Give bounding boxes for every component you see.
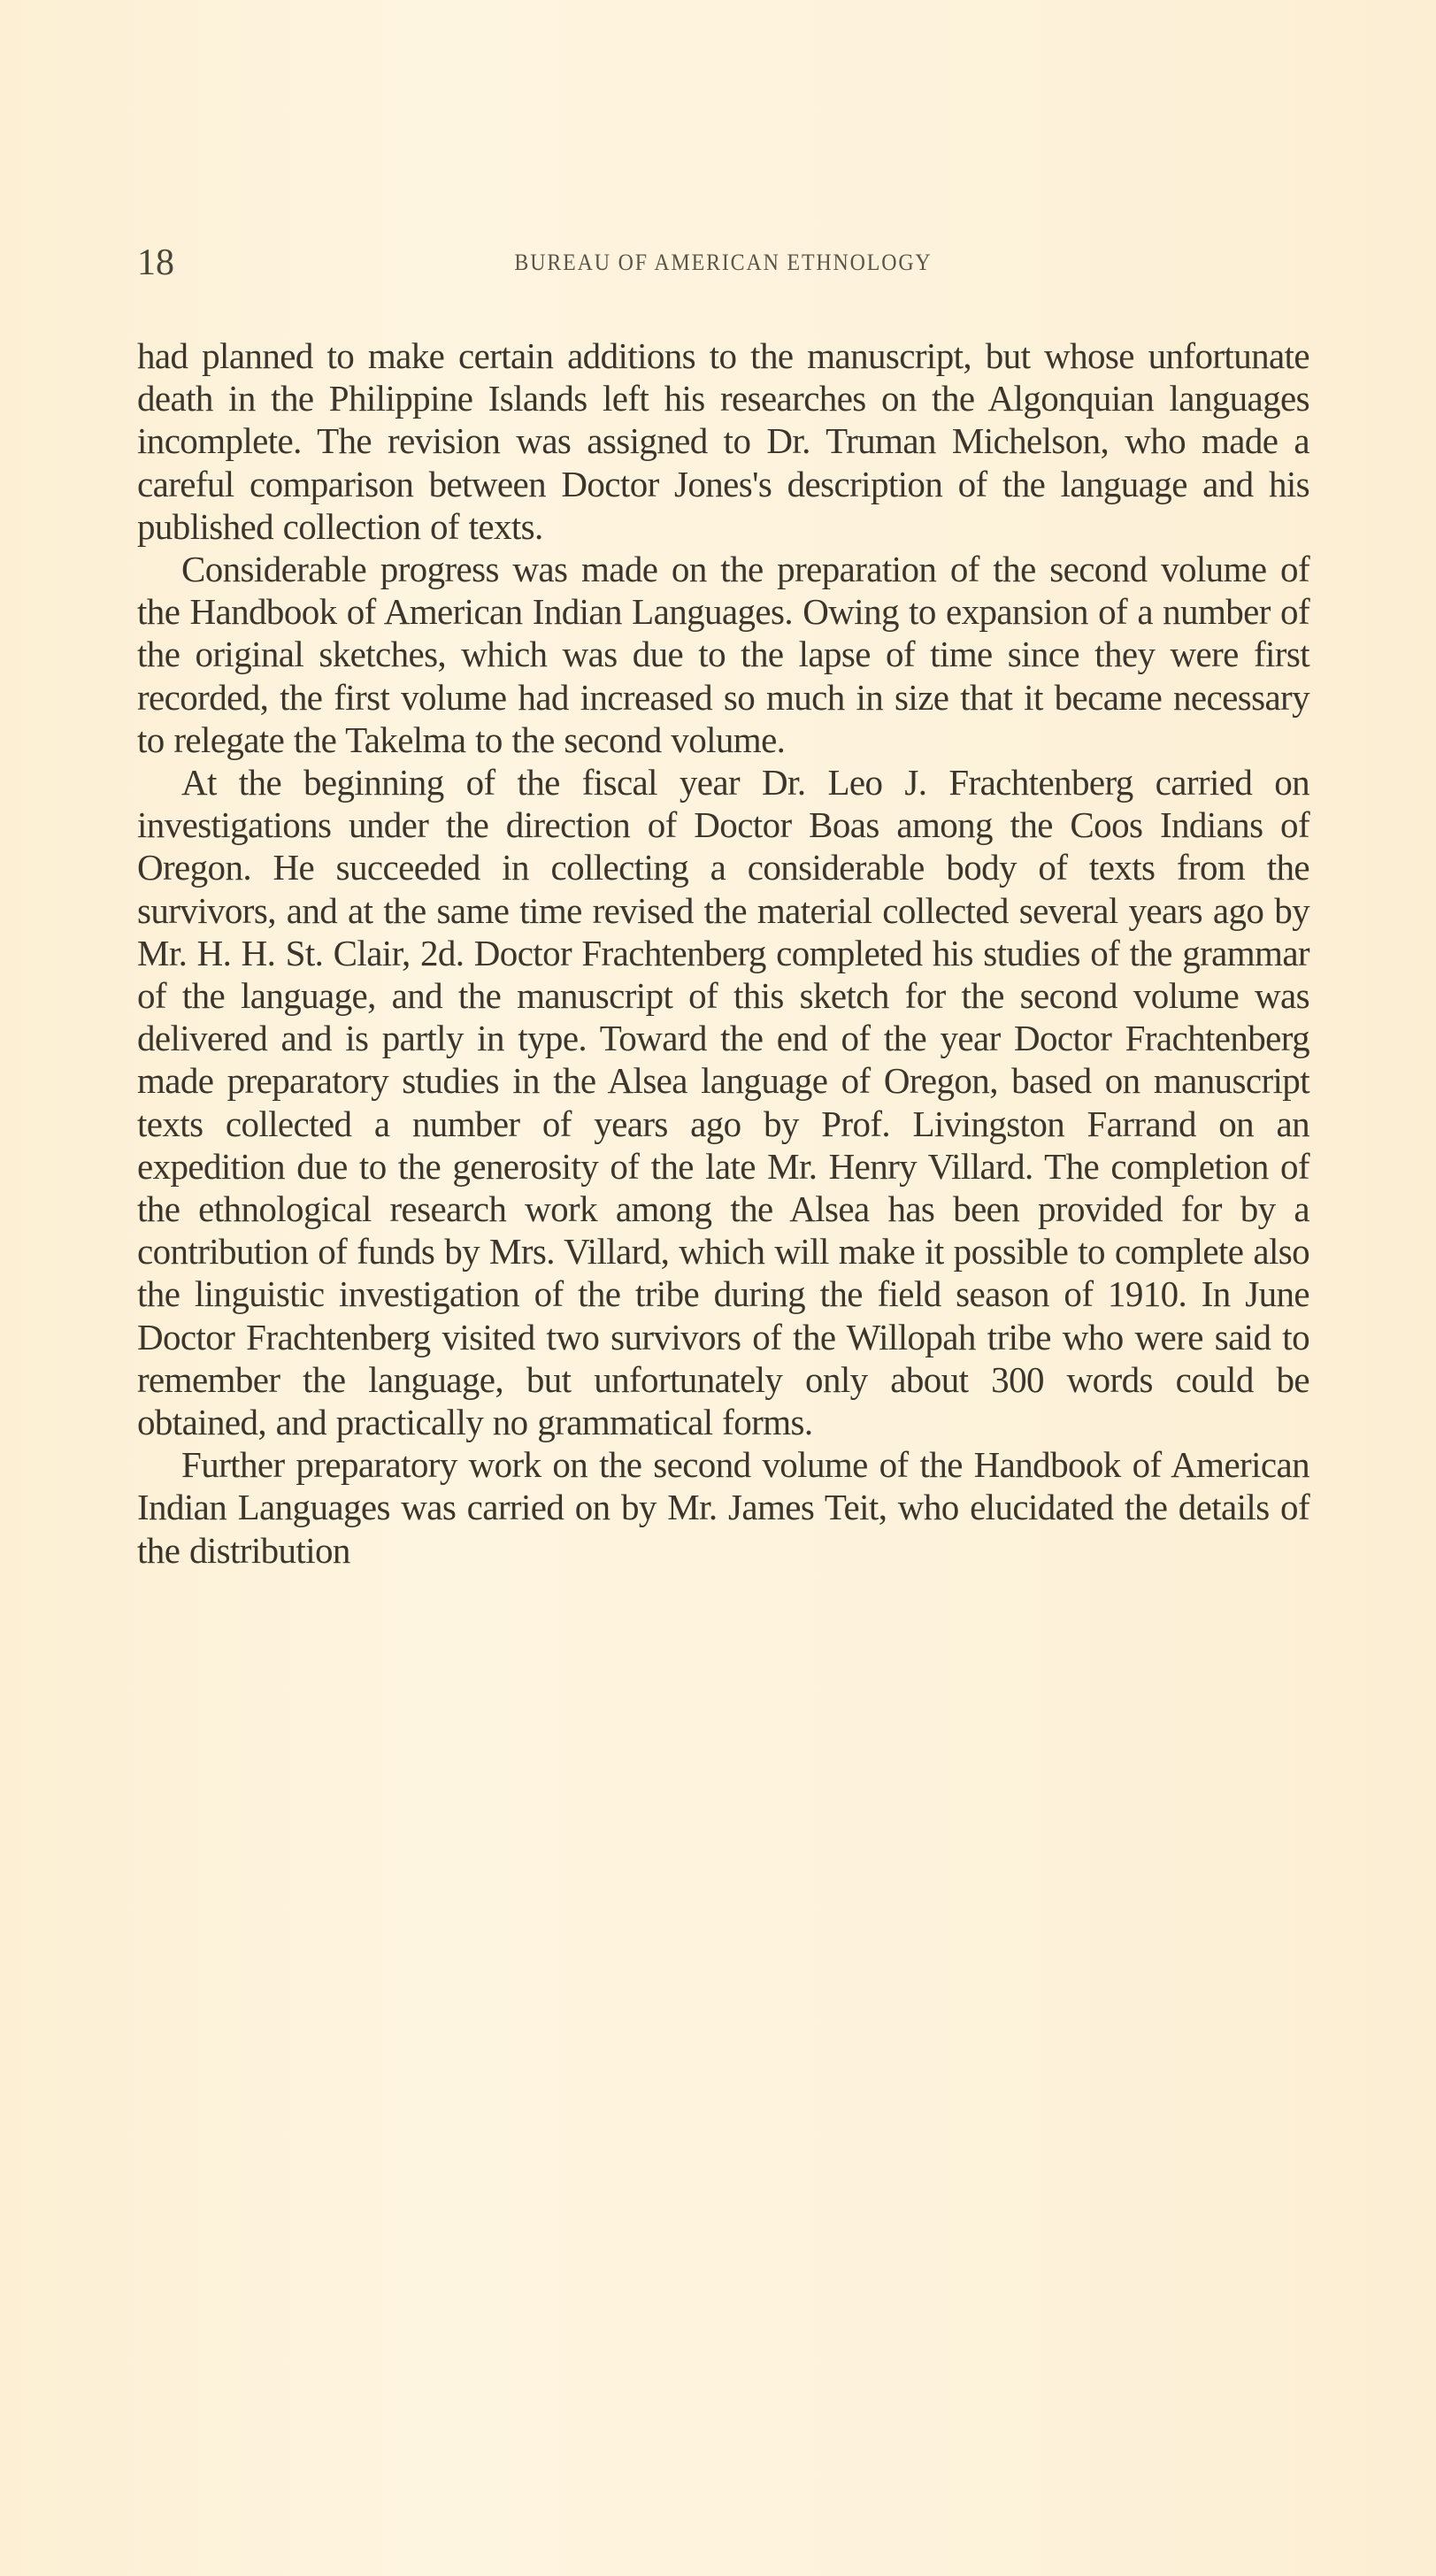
body-text [137,334,1309,1572]
page-number: 18 [137,242,174,283]
running-head: BUREAU OF AMERICAN ETHNOLOGY [514,250,933,275]
paragraph-1: had planned to make certain additions to the manuscript, but whose unfortunate death in the Philippine Islands left his researches on the Algonquian languages incomplete. The revision was assigned to Dr. Truman Michelson, who made a careful comparison between Doctor Jones's description of the language and his published collection of texts. [137,335,1309,547]
paragraph-3: At the beginning of the fiscal year Dr. Leo J. Frachtenberg carried on investigations under the direction of Doctor Boas among the Coos Indians of Oregon. He succeeded in collecting a considerable body of texts from the survivors, and at the same time revised the material collected several years ago by Mr. H. H. St. Clair, 2d. Doctor Frachtenberg completed his studies of the grammar of the language, and the manuscript of this sketch for the second volume was delivered and is partly in type. Toward the end of the year Doctor Frachtenberg made preparatory studies in the Alsea language of Oregon, based on manuscript texts collected a number of years ago by Prof. Livingston Farrand on an expedition due to the generosity of the late Mr. Henry Villard. The completion of the ethnological research work among the Alsea has been provided for by a contribution of funds by Mrs. Villard, which will make it possible to complete also the linguistic investigation of the tribe during the field season of 1910. In June Doctor Frachtenberg visited two survivors of the Willopah tribe who were said to remember the language, but unfortunately only about 300 words could be obtained, and practically no grammatical forms. [137,762,1309,1443]
page-header [137,241,1309,285]
paragraph-4: Further preparatory work on the second volume of the Handbook of American Indian Languages was carried on by Mr. James Teit, who elucidated the details of the distribution [137,1444,1309,1571]
paragraph-2: Considerable progress was made on the preparation of the second volume of the Handbook of American Indian Languages. Owing to expansion of a number of the original sketches, which was due to the lapse of time since they were first recorded, the first volume had increased so much in size that it became necessary to relegate the Takelma to the second volume. [137,549,1309,760]
